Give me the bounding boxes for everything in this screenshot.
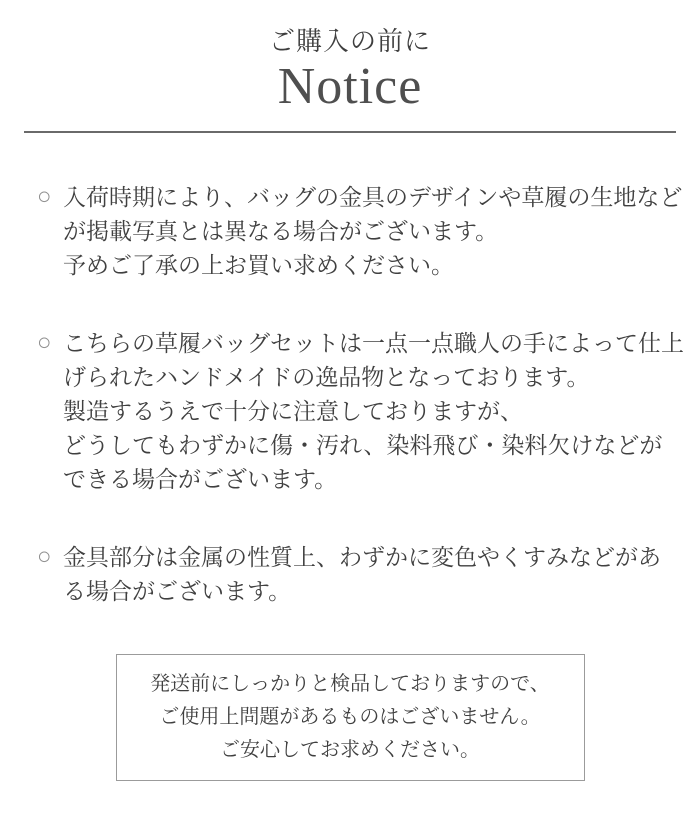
text-line: ご使用上問題があるものはございません。 <box>159 706 541 728</box>
text-line: る場合がございます。 <box>63 578 292 604</box>
text-line: が掲載写真とは異なる場合がございます。 <box>63 218 499 244</box>
notice-text <box>63 540 666 608</box>
notice-item <box>37 180 683 282</box>
notice-list <box>0 180 700 608</box>
notice-item <box>37 326 684 496</box>
header-divider <box>24 131 676 133</box>
text-line: どうしてもわずかに傷・汚れ、染料飛び・染料欠けなどが <box>63 432 663 458</box>
circle-bullet-icon: ○ <box>37 183 52 210</box>
notice-text <box>63 180 682 282</box>
page-subtitle: ご購入の前に <box>268 27 431 56</box>
text-line: 製造するうえで十分に注意しておりますが、 <box>63 398 523 424</box>
notice-text <box>63 326 684 496</box>
text-line: 金具部分は金属の性質上、わずかに変色やくすみなどがあ <box>63 544 661 570</box>
text-line: できる場合がございます。 <box>63 466 338 492</box>
circle-bullet-icon: ○ <box>37 543 52 570</box>
page-title: Notice <box>277 58 423 115</box>
text-line: げられたハンドメイドの逸品物となっております。 <box>63 364 590 390</box>
text-line: 発送前にしっかりと検品しておりますので、 <box>150 673 550 695</box>
notice-item <box>37 540 666 608</box>
circle-bullet-icon: ○ <box>37 329 52 356</box>
text-line: 予めご了承の上お買い求めください。 <box>63 252 454 278</box>
assurance-box <box>116 654 585 781</box>
text-line: ご安心してお求めください。 <box>220 739 480 761</box>
text-line: こちらの草履バッグセットは一点一点職人の手によって仕上 <box>63 330 684 356</box>
text-line: 入荷時期により、バッグの金具のデザインや草履の生地など <box>63 184 683 210</box>
page-header <box>0 0 700 116</box>
